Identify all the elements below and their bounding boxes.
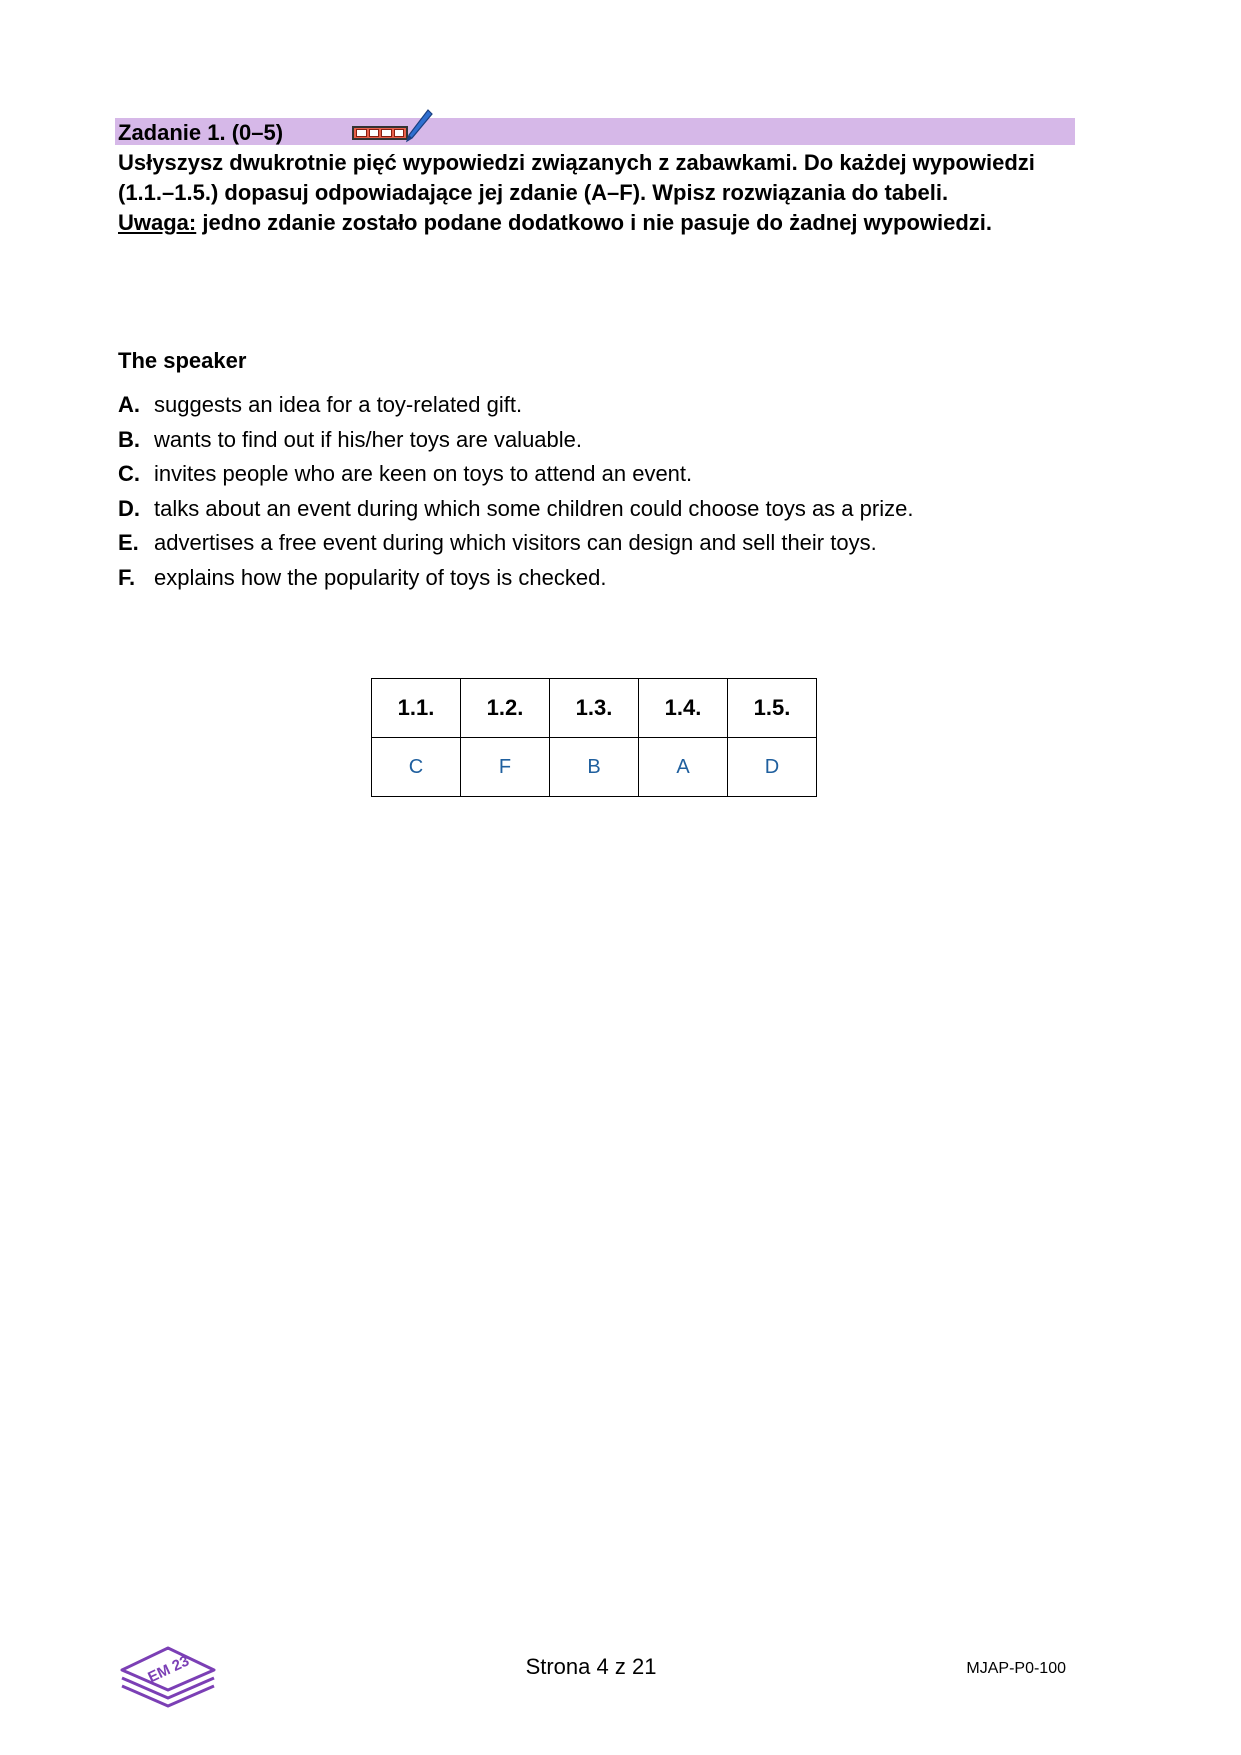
answer-cell[interactable]: F — [461, 738, 550, 797]
answer-cell[interactable]: C — [372, 738, 461, 797]
instruction-text: Usłyszysz dwukrotnie pięć wypowiedzi związanych z zabawkami. Do każdej wypowiedzi (1.1.–1.5.) dopasuj odpowiadające jej zdanie (A–F). Wpisz rozwiązania do tabeli. — [118, 150, 1035, 205]
option-a — [118, 390, 1118, 425]
task-title: Zadanie 1. (0–5) — [118, 120, 284, 145]
answer-table-header-row — [372, 679, 817, 738]
answer-cell[interactable]: D — [728, 738, 817, 797]
answer-table — [371, 678, 817, 797]
option-e — [118, 528, 1118, 563]
option-b — [118, 425, 1118, 460]
table-header-cell: 1.5. — [728, 679, 817, 738]
page-number: Strona 4 z 21 — [525, 1654, 657, 1679]
speaker-heading: The speaker — [118, 348, 247, 373]
document-code: MJAP-P0-100 — [966, 1660, 1066, 1677]
option-d — [118, 494, 1118, 529]
option-c — [118, 459, 1118, 494]
note-text: jedno zdanie zostało podane dodatkowo i nie pasuje do żadnej wypowiedzi. — [196, 210, 992, 235]
score-boxes-icon — [352, 126, 408, 140]
option-f — [118, 563, 1118, 598]
note-label: Uwaga: — [118, 210, 197, 235]
option-letter: A. — [118, 392, 140, 417]
options-list — [118, 390, 1118, 597]
option-text: explains how the popularity of toys is checked. — [154, 564, 607, 590]
note — [118, 208, 1078, 238]
option-letter: D. — [118, 495, 140, 521]
option-text: suggests an idea for a toy-related gift. — [154, 392, 523, 417]
option-text: advertises a free event during which visitors can design and sell their toys. — [154, 530, 877, 555]
table-header-cell: 1.2. — [461, 679, 550, 738]
option-text: talks about an event during which some children could choose toys as a prize. — [154, 495, 914, 521]
answer-cell[interactable]: B — [550, 738, 639, 797]
task-instructions — [118, 148, 1078, 238]
logo-text: EM 23 — [145, 1652, 192, 1687]
table-header-cell: 1.1. — [372, 679, 461, 738]
option-letter: B. — [118, 426, 140, 452]
option-text: wants to find out if his/her toys are valuable. — [154, 426, 583, 452]
option-letter: F. — [118, 564, 136, 590]
option-letter: E. — [118, 530, 139, 555]
answer-cell[interactable]: A — [639, 738, 728, 797]
table-header-cell: 1.4. — [639, 679, 728, 738]
option-text: invites people who are keen on toys to attend an event. — [154, 461, 693, 486]
option-letter: C. — [118, 461, 140, 486]
pen-icon — [404, 108, 434, 144]
table-header-cell: 1.3. — [550, 679, 639, 738]
answer-table-answer-row — [372, 738, 817, 797]
